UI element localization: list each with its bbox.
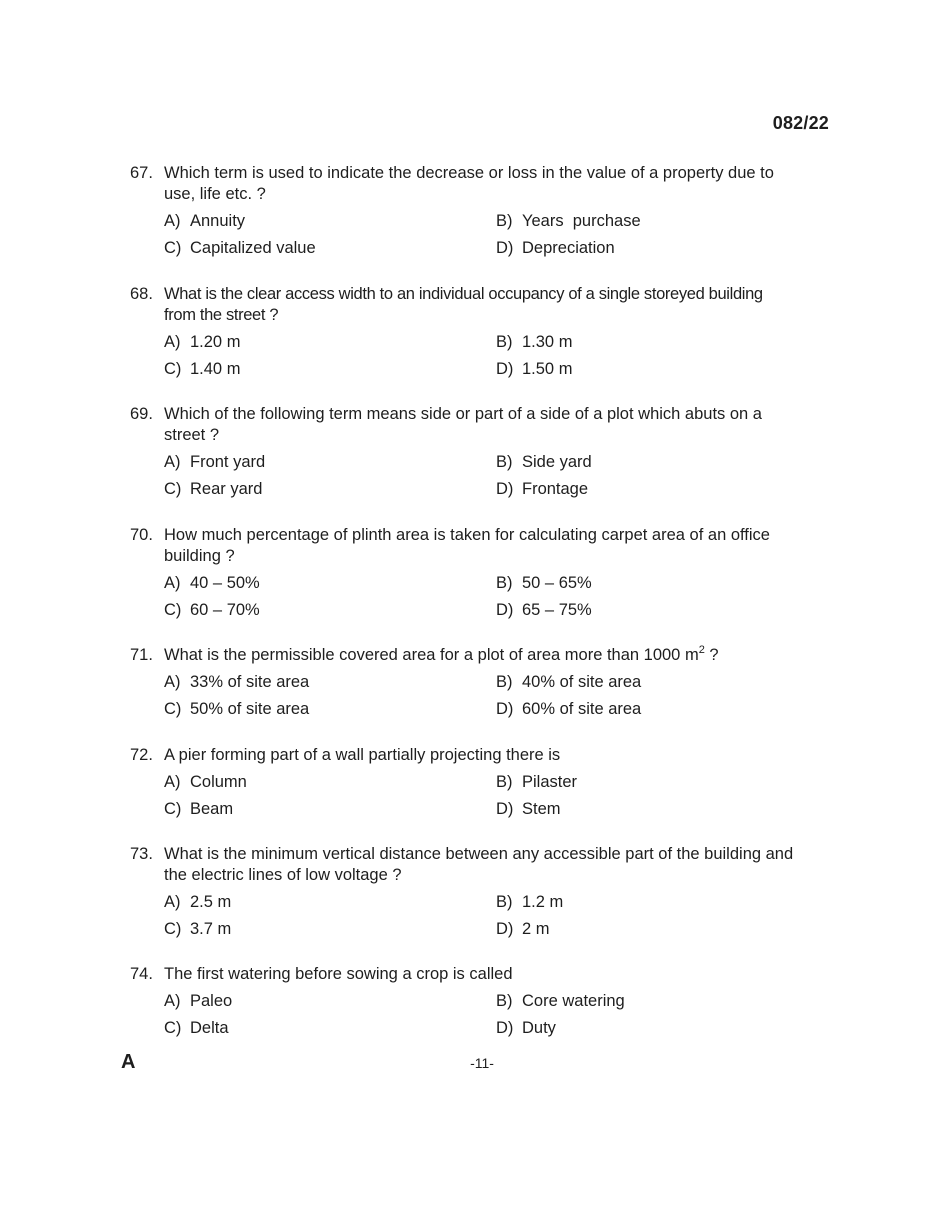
- option-text: 65 – 75%: [522, 601, 592, 619]
- question-text: How much percentage of plinth area is taken for calculating carpet area of an office building ?: [164, 526, 770, 565]
- option-letter: B): [496, 453, 513, 471]
- option-letter: B): [496, 574, 513, 592]
- option-letter: C): [164, 480, 182, 498]
- question-number: 70.: [130, 526, 153, 544]
- option-letter: B): [496, 212, 513, 230]
- option-text: Rear yard: [190, 480, 263, 498]
- option-text: 60% of site area: [522, 700, 642, 718]
- question-68: [130, 284, 798, 380]
- option-text: Paleo: [190, 992, 233, 1010]
- option-b: [496, 452, 796, 473]
- option-grid: [164, 211, 798, 259]
- option-text: 1.30 m: [522, 333, 573, 351]
- option-letter: B): [496, 992, 513, 1010]
- option-grid: [164, 991, 798, 1039]
- option-b: [496, 332, 796, 353]
- option-a: [164, 211, 496, 232]
- question-number: 69.: [130, 405, 153, 423]
- option-a: [164, 772, 496, 793]
- series-letter: A: [121, 1051, 136, 1073]
- option-d: [496, 600, 796, 621]
- page-number: -11-: [470, 1055, 494, 1071]
- question-number: 72.: [130, 746, 153, 764]
- option-text: 33% of site area: [190, 673, 310, 691]
- option-letter: A): [164, 893, 181, 911]
- question-text: What is the minimum vertical distance between any accessible part of the building and the electric lines of low voltage ?: [164, 845, 794, 884]
- question-text: A pier forming part of a wall partially projecting there is: [164, 746, 561, 764]
- option-c: [164, 799, 496, 820]
- option-letter: D): [496, 480, 514, 498]
- option-letter: D): [496, 1019, 514, 1037]
- option-letter: C): [164, 1019, 182, 1037]
- option-text: Delta: [190, 1019, 229, 1037]
- option-letter: C): [164, 239, 182, 257]
- option-letter: D): [496, 700, 514, 718]
- option-c: [164, 238, 496, 259]
- option-text: Stem: [522, 800, 561, 818]
- question-text: The first watering before sowing a crop is called: [164, 965, 513, 983]
- option-letter: A): [164, 773, 181, 791]
- option-letter: D): [496, 239, 514, 257]
- question-70: [130, 525, 798, 621]
- option-text: Column: [190, 773, 247, 791]
- question-text: Which of the following term means side or part of a side of a plot which abuts on a street ?: [164, 405, 762, 444]
- option-text: Pilaster: [522, 773, 578, 791]
- option-letter: A): [164, 212, 181, 230]
- option-text: Frontage: [522, 480, 589, 498]
- option-a: [164, 332, 496, 353]
- option-letter: C): [164, 800, 182, 818]
- option-a: [164, 991, 496, 1012]
- option-letter: A): [164, 673, 181, 691]
- option-text: 50 – 65%: [522, 574, 592, 592]
- option-text: 40% of site area: [522, 673, 642, 691]
- question-number: 71.: [130, 646, 153, 664]
- option-text: Beam: [190, 800, 234, 818]
- option-text: 2 m: [522, 920, 550, 938]
- question-text-main: What is the permissible covered area for a plot of area more than 1000 m: [164, 646, 699, 664]
- option-letter: B): [496, 773, 513, 791]
- option-c: [164, 919, 496, 940]
- option-text: 40 – 50%: [190, 574, 260, 592]
- option-text: Depreciation: [522, 239, 615, 257]
- option-text: 50% of site area: [190, 700, 310, 718]
- option-a: [164, 573, 496, 594]
- option-c: [164, 600, 496, 621]
- question-72: [130, 745, 798, 820]
- option-grid: [164, 332, 798, 380]
- option-letter: B): [496, 333, 513, 351]
- option-c: [164, 359, 496, 380]
- option-text: Annuity: [190, 212, 246, 230]
- option-d: [496, 479, 796, 500]
- option-letter: B): [496, 673, 513, 691]
- option-text: 2.5 m: [190, 893, 232, 911]
- option-grid: [164, 672, 798, 720]
- option-grid: [164, 772, 798, 820]
- option-text: 60 – 70%: [190, 601, 260, 619]
- option-text: Years purchase: [522, 212, 641, 230]
- question-73: [130, 844, 798, 940]
- superscript: 2: [698, 644, 705, 656]
- option-letter: C): [164, 700, 182, 718]
- option-letter: A): [164, 333, 181, 351]
- option-letter: A): [164, 574, 181, 592]
- option-b: [496, 772, 796, 793]
- question-text: [164, 645, 798, 666]
- option-c: [164, 479, 496, 500]
- option-text: Core watering: [522, 992, 625, 1010]
- option-d: [496, 359, 796, 380]
- option-letter: C): [164, 360, 182, 378]
- question-text: Which term is used to indicate the decrease or loss in the value of a property due to use, life etc. ?: [164, 164, 774, 203]
- option-b: [496, 672, 796, 693]
- option-d: [496, 238, 796, 259]
- question-69: [130, 404, 798, 500]
- option-c: [164, 699, 496, 720]
- question-number: 67.: [130, 164, 153, 182]
- option-b: [496, 573, 796, 594]
- option-letter: D): [496, 601, 514, 619]
- option-b: [496, 892, 796, 913]
- option-d: [496, 699, 796, 720]
- option-letter: A): [164, 992, 181, 1010]
- option-letter: D): [496, 920, 514, 938]
- option-grid: [164, 573, 798, 621]
- option-d: [496, 1018, 796, 1039]
- option-text: Duty: [522, 1019, 556, 1037]
- option-a: [164, 672, 496, 693]
- option-text: Front yard: [190, 453, 266, 471]
- option-grid: [164, 452, 798, 500]
- option-letter: D): [496, 360, 514, 378]
- option-text: Side yard: [522, 453, 592, 471]
- option-c: [164, 1018, 496, 1039]
- option-text: 1.20 m: [190, 333, 241, 351]
- question-text-end: ?: [704, 646, 719, 664]
- option-grid: [164, 892, 798, 940]
- option-letter: B): [496, 893, 513, 911]
- question-number: 68.: [130, 285, 153, 303]
- paper-code: 082/22: [772, 113, 829, 133]
- option-text: 3.7 m: [190, 920, 232, 938]
- question-71: [130, 645, 798, 720]
- option-letter: D): [496, 800, 514, 818]
- option-letter: A): [164, 453, 181, 471]
- option-a: [164, 892, 496, 913]
- option-b: [496, 991, 796, 1012]
- question-74: [130, 964, 798, 1039]
- option-text: 1.40 m: [190, 360, 241, 378]
- question-text: What is the clear access width to an individual occupancy of a single storeyed building from the street ?: [164, 285, 763, 324]
- option-b: [496, 211, 796, 232]
- option-a: [164, 452, 496, 473]
- option-d: [496, 919, 796, 940]
- option-text: 1.50 m: [522, 360, 573, 378]
- option-letter: C): [164, 601, 182, 619]
- option-text: Capitalized value: [190, 239, 316, 257]
- option-text: 1.2 m: [522, 893, 564, 911]
- question-67: [130, 163, 798, 259]
- question-number: 74.: [130, 965, 153, 983]
- option-letter: C): [164, 920, 182, 938]
- question-number: 73.: [130, 845, 153, 863]
- option-d: [496, 799, 796, 820]
